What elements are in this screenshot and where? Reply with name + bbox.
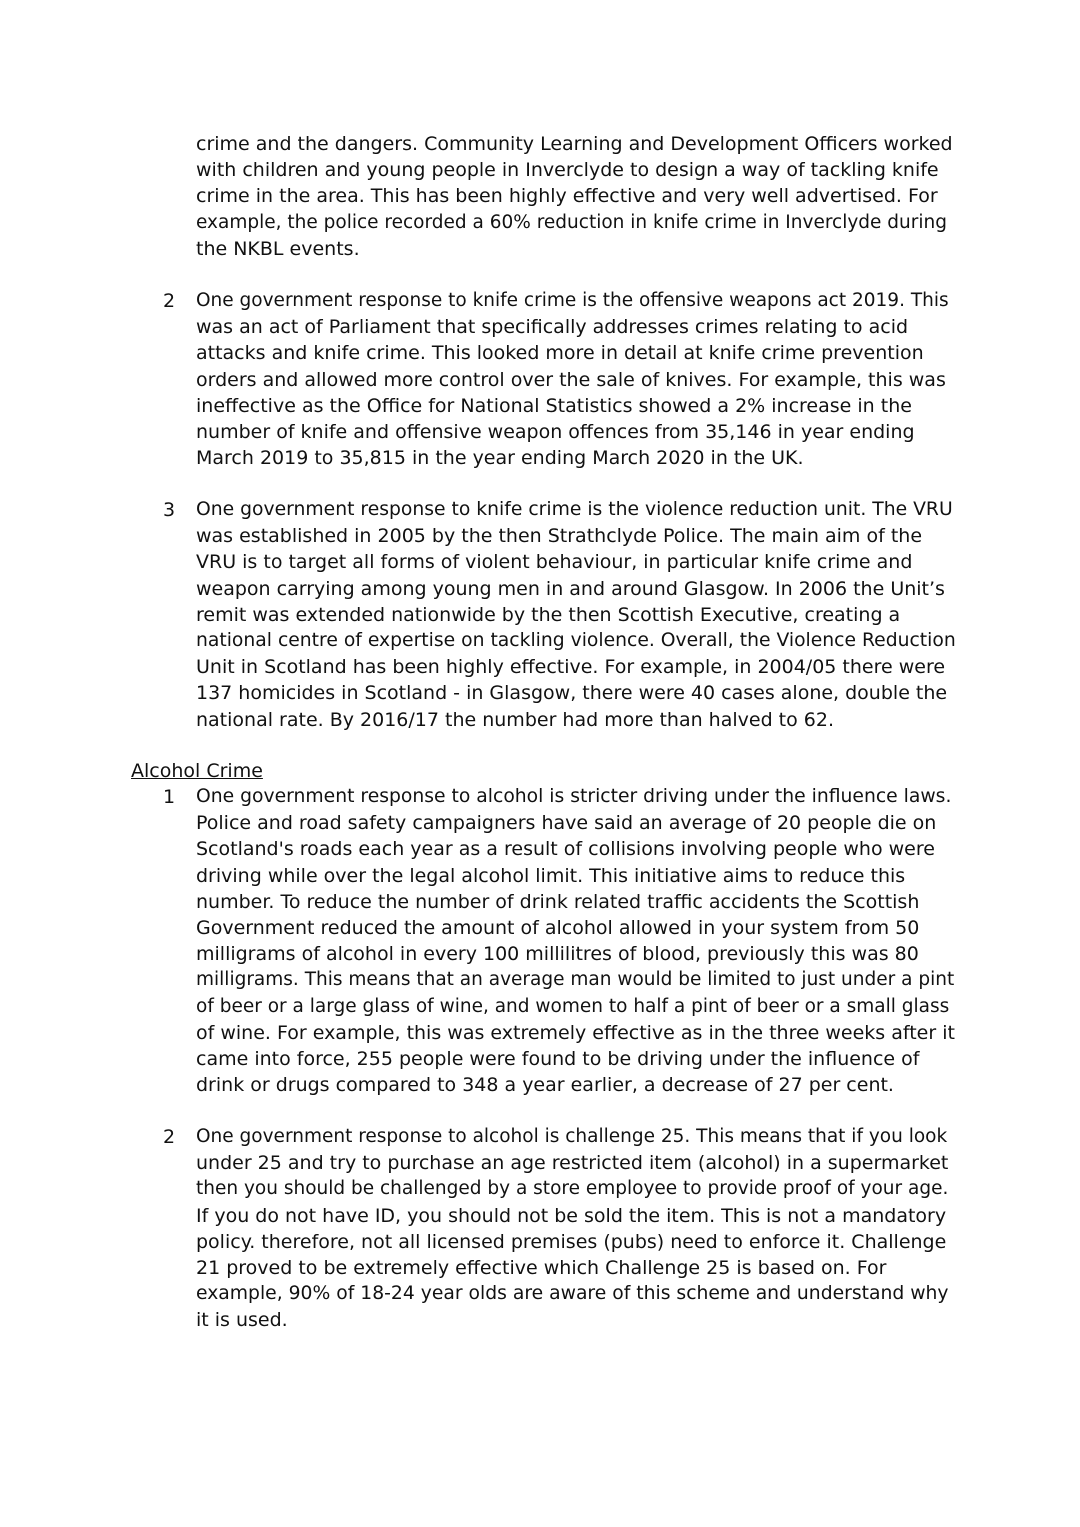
text-line: of wine. For example, this was extremely effective as in the three weeks after it [196, 1021, 955, 1044]
text-line: drink or drugs compared to 348 a year earlier, a decrease of 27 per cent. [196, 1074, 894, 1097]
text-line: was established in 2005 by the then Strathclyde Police. The main aim of the [196, 525, 923, 548]
text-line: Unit in Scotland has been highly effective. For example, in 2004/05 there were [196, 656, 946, 679]
text-line: crime in the area. This has been highly effective and very well advertised. For [196, 185, 938, 208]
text-line: of beer or a large glass of wine, and women to half a pint of beer or a small glass [196, 995, 950, 1017]
text-line: national rate. By 2016/17 the number had more than halved to 62. [196, 708, 835, 731]
text-line: ineffective as the Office for National Statistics showed a 2% increase in the [196, 394, 912, 417]
list-item-number: 1 [163, 786, 176, 808]
text-line: One government response to knife crime is the violence reduction unit. The VRU [196, 499, 953, 520]
text-line: remit was extended nationwide by the then Scottish Executive, creating a [196, 603, 901, 626]
text-line: Government reduced the amount of alcohol allowed in your system from 50 [196, 917, 920, 940]
text-line: 137 homicides in Scotland - in Glasgow, there were 40 cases alone, double the [196, 682, 948, 705]
text-line: number of knife and offensive weapon offences from 35,146 in year ending [196, 421, 915, 444]
text-line: Police and road safety campaigners have said an average of 20 people die on [196, 812, 937, 835]
text-line: it is used. [196, 1309, 288, 1332]
list-item-number: 2 [163, 290, 176, 312]
text-line: example, the police recorded a 60% reduction in knife crime in Inverclyde during [196, 211, 947, 233]
text-line: came into force, 255 people were found to be driving under the influence of [196, 1048, 920, 1071]
text-line: VRU is to target all forms of violent behaviour, in particular knife crime and [196, 551, 913, 574]
text-line: 21 proved to be extremely effective which Challenge 25 is based on. For [196, 1257, 887, 1280]
text-line: driving while over the legal alcohol limit. This initiative aims to reduce this [196, 864, 906, 887]
list-item-number: 3 [163, 499, 176, 521]
text-line: then you should be challenged by a store employee to provide proof of your age. [196, 1178, 949, 1200]
text-line: the NKBL events. [196, 237, 360, 260]
section-heading-alcohol-crime: Alcohol Crime [131, 760, 263, 782]
text-line: One government response to knife crime is the offensive weapons act 2019. This [196, 290, 949, 311]
text-line: milligrams of alcohol in every 100 millilitres of blood, previously this was 80 [196, 943, 919, 966]
knife-crime-item-2-paragraph [196, 288, 956, 471]
text-line: national centre of expertise on tackling violence. Overall, the Violence Reduction [196, 630, 956, 652]
text-line: One government response to alcohol is challenge 25. This means that if you look [196, 1126, 948, 1147]
list-item-number: 2 [163, 1126, 176, 1148]
text-line: Scotland's roads each year as a result of collisions involving people who were [196, 838, 935, 861]
text-line: If you do not have ID, you should not be sold the item. This is not a mandatory [196, 1204, 947, 1227]
text-line: One government response to alcohol is stricter driving under the influence laws. [196, 786, 952, 807]
text-line: crime and the dangers. Community Learning and Development Officers worked [196, 133, 953, 155]
text-line: example, 90% of 18-24 year olds are aware of this scheme and understand why [196, 1283, 949, 1305]
text-line: weapon carrying among young men in and around Glasgow. In 2006 the Unit’s [196, 577, 945, 600]
text-line: milligrams. This means that an average man would be limited to just under a pint [196, 969, 955, 991]
text-line: attacks and knife crime. This looked more in detail at knife crime prevention [196, 342, 924, 365]
text-line: number. To reduce the number of drink related traffic accidents the Scottish [196, 890, 920, 913]
text-line: was an act of Parliament that specifically addresses crimes relating to acid [196, 316, 909, 339]
text-line: orders and allowed more control over the sale of knives. For example, this was [196, 368, 946, 391]
knife-crime-item-3-paragraph [196, 497, 956, 733]
knife-crime-continuation-paragraph [196, 131, 956, 262]
alcohol-crime-item-2-paragraph [196, 1124, 956, 1334]
text-line: under 25 and try to purchase an age restricted item (alcohol) in a supermarket [196, 1152, 949, 1175]
text-line: March 2019 to 35,815 in the year ending March 2020 in the UK. [196, 447, 804, 470]
text-line: policy. therefore, not all licensed premises (pubs) need to enforce it. Challenge [196, 1230, 947, 1253]
text-line: with children and young people in Inverclyde to design a way of tackling knife [196, 159, 939, 182]
alcohol-crime-item-1-paragraph [196, 784, 956, 1098]
